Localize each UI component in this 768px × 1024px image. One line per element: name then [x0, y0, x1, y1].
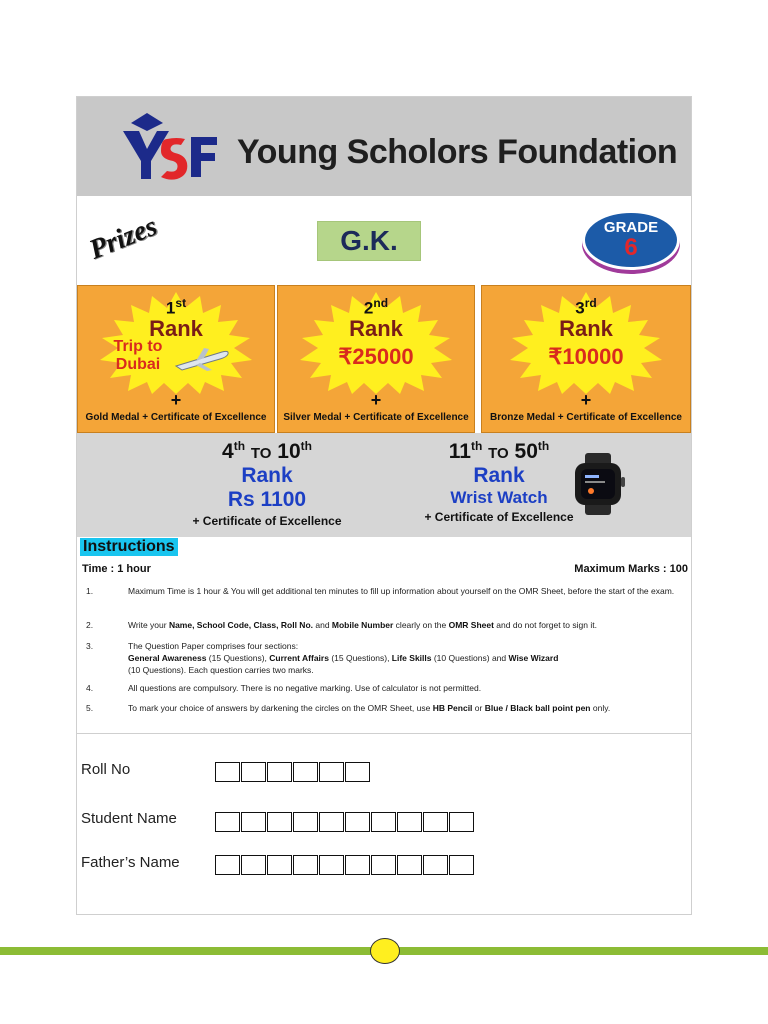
time-marks-row — [82, 563, 688, 575]
grade-label: GRADE — [603, 219, 659, 236]
instructions-title: Instructions — [80, 538, 178, 556]
prize-value: ₹25000 — [338, 344, 414, 369]
student-name-boxes[interactable] — [215, 812, 475, 832]
maximum-marks: Maximum Marks : 100 — [574, 563, 688, 575]
rank-label: Rank — [473, 464, 525, 487]
grade-badge — [582, 210, 680, 270]
rank-range: 4th TO 10th — [222, 439, 312, 463]
grade-number: 6 — [624, 234, 638, 261]
rank-label: Rank — [149, 316, 203, 341]
rank-label: Rank — [559, 316, 613, 341]
rank-range: 11th TO 50th — [448, 439, 550, 463]
time-limit: Time : 1 hour — [82, 563, 151, 575]
prize-value: ₹10000 — [548, 344, 624, 369]
rank-number: 1st — [165, 296, 187, 318]
prize-value: Trip to Dubai — [113, 338, 163, 373]
roll-no-label: Roll No — [81, 761, 131, 778]
wrist-watch-icon — [571, 453, 627, 515]
certificate-text: + Certificate of Excellence — [192, 514, 342, 528]
student-name-label: Student Name — [81, 810, 177, 827]
footer-dot — [370, 938, 400, 964]
prize-value: Rs 1100 — [227, 488, 307, 511]
certificate-text: + Certificate of Excellence — [424, 510, 574, 524]
rank-number: 2nd — [363, 296, 389, 318]
rank-label: Rank — [241, 464, 293, 487]
plus-sign: + — [170, 390, 182, 410]
rank-label: Rank — [349, 316, 403, 341]
prize-value: Wrist Watch — [450, 488, 548, 507]
roll-no-boxes[interactable] — [215, 762, 371, 782]
header-banner — [77, 97, 691, 196]
rank-band-11-50 — [399, 439, 599, 524]
top-prizes-row — [77, 285, 691, 433]
prizes-heading: Prizes — [85, 210, 162, 266]
instruction-item: 2. Write your Name, School Code, Class, Roll No. and Mobile Number clearly on the OMR Sheet and do not forget to sign it. — [86, 620, 597, 630]
instruction-item: 5. To mark your choice of answers by darkening the circles on the OMR Sheet, use HB Pencil or Blue / Black ball point pen only. — [86, 703, 611, 713]
prize-card-1st — [77, 285, 275, 433]
prize-card-2nd — [277, 285, 475, 433]
airplane-icon — [174, 346, 230, 372]
subject-label: G.K. — [317, 221, 421, 261]
ysf-logo-icon — [117, 109, 227, 181]
instruction-item: 4. All questions are compulsory. There is no negative marking. Use of calculator is not permitted. — [86, 683, 482, 693]
medal-text: Bronze Medal + Certificate of Excellence — [489, 412, 682, 423]
rank-band-4-10 — [167, 439, 367, 528]
rank-band-section — [77, 433, 691, 537]
fathers-name-label: Father’s Name — [81, 854, 180, 871]
prize-card-3rd — [481, 285, 691, 433]
medal-text: Silver Medal + Certificate of Excellence — [283, 412, 469, 423]
medal-text: Gold Medal + Certificate of Excellence — [85, 412, 267, 423]
organization-name: Young Scholors Foundation — [237, 133, 678, 171]
plus-sign: + — [580, 390, 592, 410]
fathers-name-boxes[interactable] — [215, 855, 475, 875]
section-divider — [77, 733, 691, 734]
plus-sign: + — [370, 390, 382, 410]
rank-number: 3rd — [575, 296, 597, 318]
instruction-item: 3. The Question Paper comprises four sections: General Awareness (15 Questions), Current Affairs (15 Questions), Life Skills (10 Questions) and Wise Wizard (10 Questions). Each question carries two marks. — [86, 641, 559, 675]
instruction-item: 1. Maximum Time is 1 hour & You will get additional ten minutes to fill up information about yourself on the OMR Sheet, before the start of the exam. — [86, 586, 675, 596]
exam-sheet — [76, 96, 692, 915]
